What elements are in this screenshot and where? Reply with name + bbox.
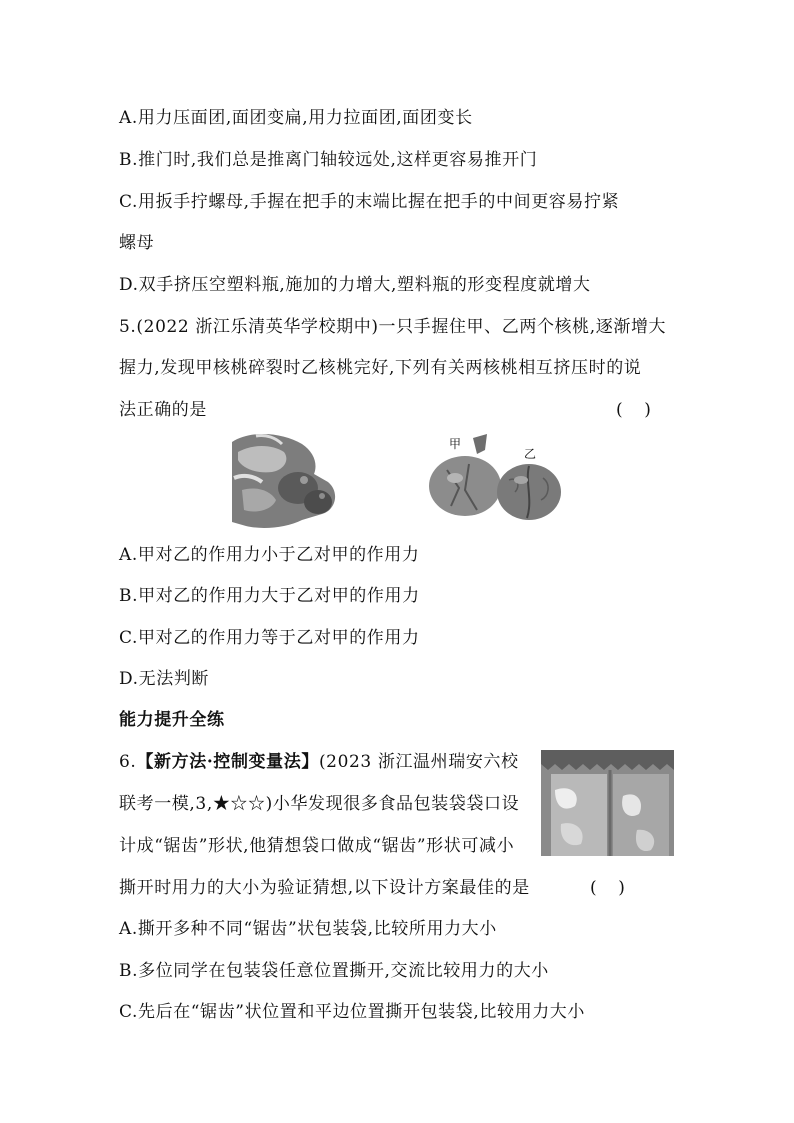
walnuts-photo [425, 430, 565, 532]
q6-stem-line3: 计成“锯齿”形状,他猜想袋口做成“锯齿”形状可减小 [119, 836, 515, 856]
q4-option-c-line2: 螺母 [119, 233, 155, 253]
q5-answer-bracket: ( ) [616, 400, 651, 420]
q4-option-a: A.用力压面团,面团变扁,用力拉面团,面团变长 [119, 108, 473, 128]
walnut-label-jia: 甲 [449, 437, 462, 451]
q6-option-c: C.先后在“锯齿”状位置和平边位置撕开包装袋,比较用力大小 [119, 1002, 585, 1022]
q6-option-a: A.撕开多种不同“锯齿”状包装袋,比较所用力大小 [119, 919, 497, 939]
q4-option-d: D.双手挤压空塑料瓶,施加的力增大,塑料瓶的形变程度就增大 [119, 275, 591, 295]
q5-stem-line1: 5.(2022 浙江乐清英华学校期中)一只手握住甲、乙两个核桃,逐渐增大 [119, 317, 667, 337]
q5-option-a: A.甲对乙的作用力小于乙对甲的作用力 [119, 545, 420, 565]
walnut-label-yi: 乙 [524, 447, 537, 461]
q6-method-tag: 【新方法·控制变量法】 [136, 752, 319, 772]
section-heading: 能力提升全练 [119, 710, 225, 730]
q6-stem-line1 [119, 750, 519, 774]
q4-option-c-line1: C.用扳手拧螺母,手握在把手的末端比握在把手的中间更容易拧紧 [119, 192, 620, 212]
packaging-bag-photo [541, 750, 674, 856]
q6-source: (2023 浙江温州瑞安六校 [318, 752, 519, 772]
q6-option-b: B.多位同学在包装袋任意位置撕开,交流比较用力的大小 [119, 961, 549, 981]
q6-answer-bracket: ( ) [590, 878, 625, 898]
q6-number: 6. [119, 752, 137, 772]
hand-walnuts-photo [232, 430, 340, 532]
q6-stem-line4: 撕开时用力的大小为验证猜想,以下设计方案最佳的是 [119, 878, 530, 898]
q4-option-b: B.推门时,我们总是推离门轴较远处,这样更容易推开门 [119, 150, 538, 170]
q5-stem-line2: 握力,发现甲核桃碎裂时乙核桃完好,下列有关两核桃相互挤压时的说 [119, 358, 642, 378]
q6-stem-line2: 联考一模,3,★☆☆)小华发现很多食品包装袋袋口设 [119, 794, 520, 814]
q5-option-d: D.无法判断 [119, 669, 210, 689]
q5-stem-line3: 法正确的是 [119, 400, 207, 420]
q5-option-b: B.甲对乙的作用力大于乙对甲的作用力 [119, 586, 420, 606]
q5-option-c: C.甲对乙的作用力等于乙对甲的作用力 [119, 628, 420, 648]
